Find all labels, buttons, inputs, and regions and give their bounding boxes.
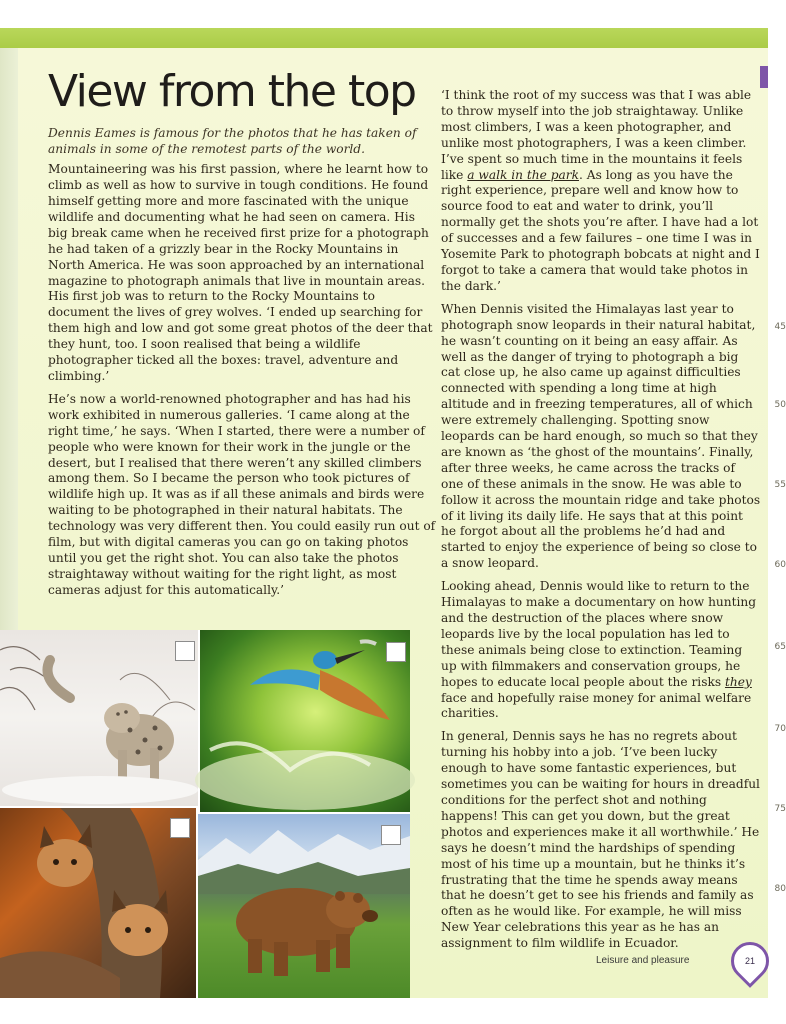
line-number: 60 <box>774 560 786 570</box>
right-paragraph-3 <box>441 579 761 722</box>
line-number: 50 <box>774 400 786 410</box>
line-number: 65 <box>774 642 786 652</box>
line-number: 55 <box>774 480 786 490</box>
emphasis-they: they <box>724 674 752 689</box>
right-p1-text-a: ‘I think the root of my success was that I was able to throw myself into the job straightaway. Unlike most climbers, I was a keen photographer, and unlike most photographers, I was a keen climber. I’ve spent so much time in the mountains it feels like <box>441 88 752 182</box>
line-number: 80 <box>774 884 786 894</box>
snow-leopard-photo <box>0 630 198 806</box>
answer-checkbox[interactable] <box>386 642 406 662</box>
section-footer: Leisure and pleasure <box>596 955 690 966</box>
kingfisher-photo <box>200 630 410 812</box>
lynx-kittens-photo <box>0 808 196 998</box>
grizzly-bear-image <box>198 814 410 998</box>
kingfisher-image <box>200 630 410 812</box>
right-paragraph-2: When Dennis visited the Himalayas last year to photograph snow leopards in their natural habitat, he wasn’t counting on it being an easy affair. As well as the danger of trying to photograph a big cat close up, he also came up against difficulties connected with spending a long time at high altitude and in freezing temperatures, all of which were extremely challenging. Spotting snow leopards can be hard enough, so much so that they are known as ‘the ghost of the mountains’. Finally, after three weeks, he came across the tracks of one of these animals in the snow. He was able to follow it across the mountain ridge and take photos of it living its daily life. He says that at this point he forgot about all the problems he’d had and started to enjoy the experience of being so close to a snow leopard. <box>441 301 761 571</box>
left-column <box>48 66 438 606</box>
line-number: 75 <box>774 804 786 814</box>
lynx-kittens-image <box>0 808 196 998</box>
answer-checkbox[interactable] <box>381 825 401 845</box>
article-intro: Dennis Eames is famous for the photos that he has taken of animals in some of the remotest parts of the world. <box>48 126 417 156</box>
snow-leopard-image <box>0 630 198 806</box>
right-paragraph-4: In general, Dennis says he has no regrets about turning his hobby into a job. ‘I’ve been lucky enough to have some fantastic experiences, but sometimes you can be waiting for hours in dreadful conditions for the perfect shot and nothing happens! This can get you down, but the great photos and experiences make it all worthwhile.’ He says he doesn’t mind the hardships of spending most of his time up a mountain, but he thinks it’s frustrating that the time he spends away means that he doesn’t get to see his friends and family as often as he would like. For example, he will miss New Year celebrations this year as he has an assignment to film wildlife in Ecuador. <box>441 729 760 951</box>
photo-grid <box>0 630 410 998</box>
emphasis-walk-in-the-park: a walk in the park <box>467 167 580 182</box>
left-paragraph-2: He’s now a world-renowned photographer and has had his work exhibited in numerous galleries. ‘I came along at the right time,’ he says. ‘When I started, there were a number of people who were known for their work in the jungle or the desert, but I realised that there weren’t any skilled climbers among them. So I became the person who took pictures of wildlife high up. It was as if all these animals and birds were waiting to be photographed in their natural habitats. The technology was very different then. You could easily run out of film, but with digital cameras you can go on taking photos until you get the right shot. You can also take the photos straightaway without waiting for the right light, as most cameras adjust for this automatically.’ <box>48 391 436 597</box>
line-number: 45 <box>774 322 786 332</box>
line-number-margin <box>766 48 786 998</box>
answer-checkbox[interactable] <box>175 641 195 661</box>
line-number: 70 <box>774 724 786 734</box>
right-paragraph-1 <box>441 88 761 295</box>
page-number: 21 <box>744 956 756 967</box>
left-paragraph-1: Mountaineering was his first passion, where he learnt how to climb as well as how to survive in tough conditions. He found himself getting more and more fascinated with the unique wildlife and documenting what he had seen on camera. His big break came when he received first prize for a photograph he had taken of a grizzly bear in the Rocky Mountains in North America. He was soon approached by an international magazine to photograph animals that live in mountain areas. His first job was to return to the Rocky Mountains to document the lives of grey wolves. ‘I ended up searching for them high and low and got some great photos of the deer that they hunt, too. I soon realised that being a wildlife photographer ticked all the boxes: travel, adventure and climbing.’ <box>48 162 433 383</box>
right-p1-text-b: . As long as you have the right experience, prepare well and know how to source food to eat and water to drink, you’ll normally get the shots you’re after. I have had a lot of successes and a few failures – one time I was in Yosemite Park to photograph bobcats at night and I forgot to take a camera that would take photos in the dark.’ <box>441 167 760 293</box>
top-green-band <box>0 28 768 50</box>
article-title: View from the top <box>48 66 416 117</box>
answer-checkbox[interactable] <box>170 818 190 838</box>
right-column <box>441 88 761 959</box>
grizzly-bear-photo <box>198 814 410 998</box>
section-tab-marker <box>760 66 768 88</box>
left-body <box>48 162 438 598</box>
right-p3-text-a: Looking ahead, Dennis would like to return to the Himalayas to make a documentary on how hunting and the destruction of the places where snow leopards live by the local population has led to these animals being close to extinction. Teaming up with filmmakers and conservation groups, he hopes to educate local people about the risks <box>441 579 757 689</box>
right-p3-text-b: face and hopefully raise money for animal welfare charities. <box>441 690 752 721</box>
